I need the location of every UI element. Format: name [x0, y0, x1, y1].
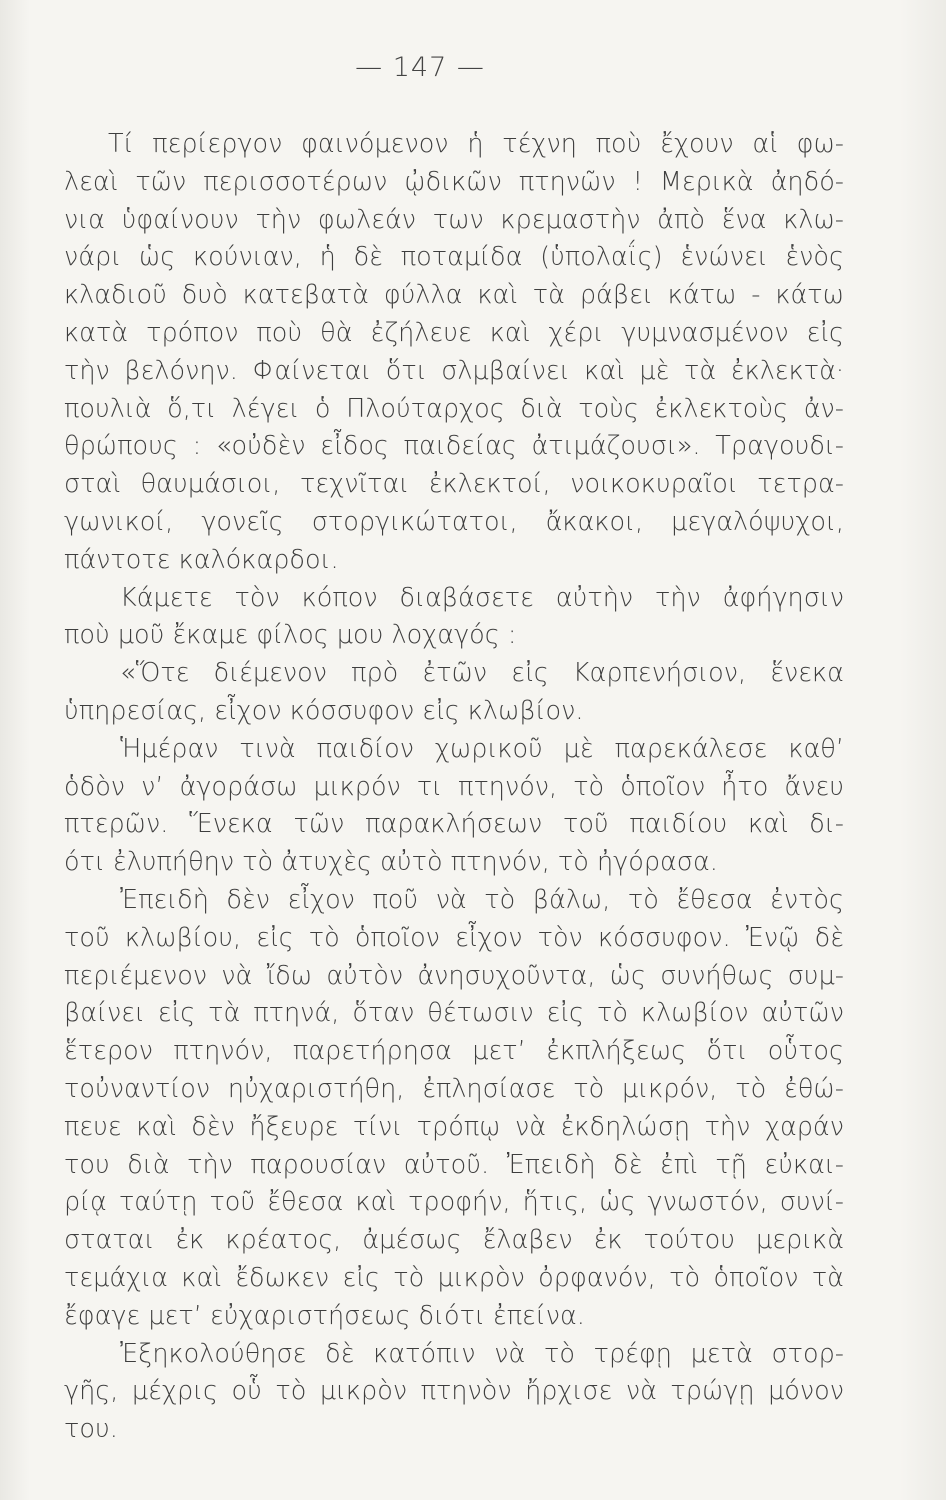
- text-line: πευε καὶ δὲν ἤξευρε τίνι τρόπῳ νὰ ἐκδηλώσῃ τὴν χαράν: [64, 1111, 844, 1142]
- text-line: «Ὅτε διέμενον πρὸ ἐτῶν εἰς Καρπενήσιον, ἕνεκα: [120, 658, 844, 689]
- text-line: σταὶ θαυμάσιοι, τεχνῖται ἐκλεκτοί, νοικοκυραῖοι τετρα-: [64, 469, 844, 500]
- text-line: κλαδιοῦ δυὸ κατεβατὰ φύλλα καὶ τὰ ράβει κάτω - κάτω: [64, 280, 844, 311]
- text-line: νια ὑφαίνουν τὴν φωλεάν των κρεμαστὴν ἀπὸ ἕνα κλω-: [64, 204, 844, 235]
- text-line: πάντοτε καλόκαρδοι.: [64, 544, 339, 575]
- text-line: περιέμενον νὰ ἴδω αὐτὸν ἀνησυχοῦντα, ὡς συνήθως συμ-: [64, 960, 844, 991]
- text-line: βαίνει εἰς τὰ πτηνά, ὅταν θέτωσιν εἰς τὸ κλωβίον αὐτῶν: [64, 998, 844, 1029]
- text-line: Κάμετε τὸν κόπον διαβάσετε αὐτὴν τὴν ἀφήγησιν: [120, 582, 844, 613]
- text-line: πτερῶν. Ἕνεκα τῶν παρακλήσεων τοῦ παιδίου καὶ δι-: [64, 809, 844, 840]
- text-line: ότι ἐλυπήθην τὸ ἀτυχὲς αὐτὸ πτηνόν, τὸ ἠγόρασα.: [64, 847, 718, 878]
- text-line: τοὐναντίον ηὐχαριστήθη, ἐπλησίασε τὸ μικρόν, τὸ ἐθώ-: [64, 1073, 844, 1104]
- text-line: πουλιὰ ὅ,τι λέγει ὁ Πλούταρχος διὰ τοὺς ἐκλεκτοὺς ἀν-: [64, 393, 844, 424]
- text-line: του.: [64, 1414, 118, 1445]
- page-number: — 147 —: [355, 52, 485, 83]
- text-line: θρώπους : «οὐδὲν εἶδος παιδείας ἀτιμάζουσι». Τραγουδι-: [64, 431, 844, 462]
- text-line: γῆς, μέχρις οὗ τὸ μικρὸν πτηνὸν ἤρχισε νὰ τρώγῃ μόνον: [64, 1376, 844, 1407]
- text-line: Τί περίεργον φαινόμενον ἡ τέχνη ποὺ ἔχουν αἱ φω-: [108, 129, 844, 159]
- text-line: γωνικοί, γονεῖς στοργικώτατοι, ἄκακοι, μεγαλόψυχοι,: [64, 506, 844, 537]
- text-line: κατὰ τρόπον ποὺ θὰ ἐζήλευε καὶ χέρι γυμνασμένον εἰς: [64, 317, 844, 348]
- text-line: ὑπηρεσίας, εἶχον κόσσυφον εἰς κλωβίον.: [64, 695, 584, 726]
- text-line: του διὰ τὴν παρουσίαν αὐτοῦ. Ἐπειδὴ δὲ ἐπὶ τῇ εὐκαι-: [64, 1149, 844, 1180]
- text-line: σταται ἐκ κρέατος, ἀμέσως ἔλαβεν ἐκ τούτου μερικὰ: [64, 1225, 844, 1256]
- text-line: ποὺ μοῦ ἔκαμε φίλος μου λοχαγός :: [64, 620, 517, 651]
- text-line: Ἐξηκολούθησε δὲ κατόπιν νὰ τὸ τρέφῃ μετὰ στορ-: [120, 1338, 844, 1369]
- text-line: τεμάχια καὶ ἔδωκεν εἰς τὸ μικρὸν ὀρφανόν, τὸ ὁποῖον τὰ: [64, 1262, 844, 1293]
- text-line: νάρι ὡς κούνιαν, ἡ δὲ ποταμίδα (ὑπολαΐς) ἑνώνει ἑνὸς: [64, 242, 844, 273]
- text-line: ὁδὸν ν’ ἀγοράσω μικρόν τι πτηνόν, τὸ ὁποῖον ἦτο ἄνευ: [64, 771, 844, 802]
- body-text: [64, 126, 844, 1449]
- text-line: τοῦ κλωβίου, εἰς τὸ ὁποῖον εἶχον τὸν κόσσυφον. Ἐνῷ δὲ: [64, 922, 844, 953]
- text-line: λεαὶ τῶν περισσοτέρων ᾠδικῶν πτηνῶν ! Μερικὰ ἀηδό-: [64, 166, 844, 197]
- text-line: ρίᾳ ταύτῃ τοῦ ἔθεσα καὶ τροφήν, ἥτις, ὡς γνωστόν, συνί-: [64, 1187, 844, 1218]
- text-line: τὴν βελόνην. Φαίνεται ὅτι σλμβαίνει καὶ μὲ τὰ ἐκλεκτὰ·: [64, 355, 844, 386]
- text-line: Ἐπειδὴ δὲν εἶχον ποῦ νὰ τὸ βάλω, τὸ ἔθεσα ἐντὸς: [120, 884, 844, 915]
- text-line: Ἡμέραν τινὰ παιδίον χωρικοῦ μὲ παρεκάλεσε καθ’: [120, 733, 844, 764]
- text-line: ἕτερον πτηνόν, παρετήρησα μετ’ ἐκπλήξεως ὅτι οὗτος: [64, 1036, 844, 1067]
- text-line: ἔφαγε μετ’ εὐχαριστήσεως διότι ἐπείνα.: [64, 1300, 585, 1331]
